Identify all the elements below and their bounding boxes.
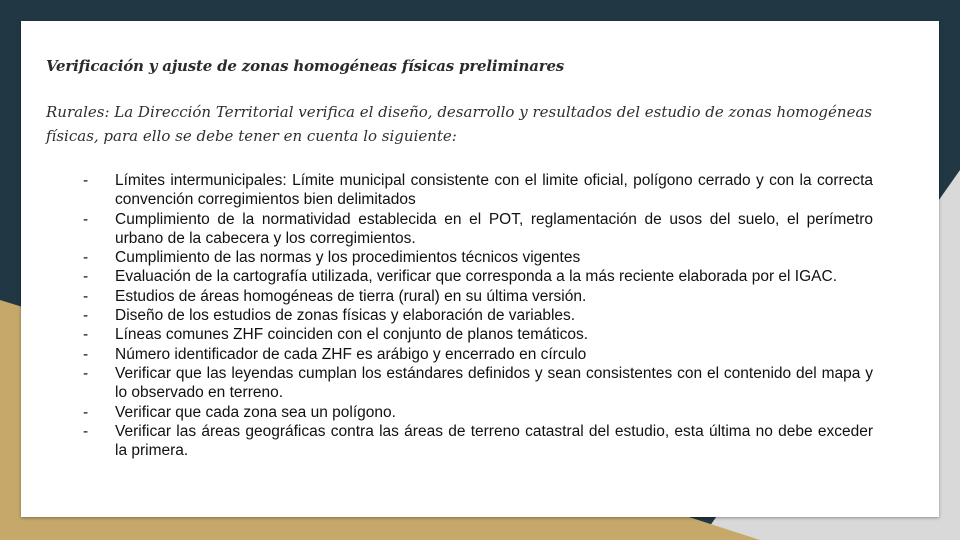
list-item [83, 325, 873, 344]
list-item [83, 364, 873, 403]
list-item-text: Verificar las áreas geográficas contra las áreas de terreno catastral del estudio, esta última no debe exceder la primera. [115, 422, 873, 460]
list-item-text: Estudios de áreas homogéneas de tierra (rural) en su última versión. [115, 287, 587, 305]
list-item [83, 403, 873, 422]
list-item [83, 248, 873, 267]
list-item-text: Diseño de los estudios de zonas físicas y elaboración de variables. [115, 307, 576, 325]
bullet-dash: - [83, 403, 89, 421]
list-item-text: Evaluación de la cartografía utilizada, verificar que corresponda a la más reciente elaborada por el IGAC. [115, 268, 838, 286]
list-item-text: Número identificador de cada ZHF es arábigo y encerrado en círculo [115, 345, 587, 363]
list-item-text: Límites intermunicipales: Límite municipal consistente con el limite oficial, polígono cerrado y con la correcta convención corregimientos bien delimitados [115, 172, 873, 209]
list-item [83, 287, 873, 306]
bullet-dash: - [83, 172, 89, 189]
list-item-text: Verificar que las leyendas cumplan los estándares definidos y sean consistentes con el contenido del mapa y lo observado en terreno. [115, 364, 873, 402]
list-item [83, 422, 873, 461]
bullet-dash: - [83, 210, 89, 228]
bullet-dash: - [83, 345, 89, 363]
list-item [83, 171, 873, 210]
bullet-dash: - [83, 307, 89, 325]
bullet-dash: - [83, 326, 89, 344]
requirements-list [83, 171, 873, 460]
list-item [83, 267, 873, 286]
bullet-dash: - [83, 364, 89, 382]
content-card [21, 21, 939, 517]
bullet-dash: - [83, 287, 89, 305]
list-item-text: Líneas comunes ZHF coinciden con el conjunto de planos temáticos. [115, 326, 589, 344]
list-item [83, 306, 873, 325]
bullet-dash: - [83, 422, 89, 440]
intro-paragraph: Rurales: La Dirección Territorial verifica el diseño, desarrollo y resultados del estudio de zonas homogéneas físicas, para ello se debe tener en cuenta lo siguiente: [46, 103, 873, 145]
slide-heading: Verificación y ajuste de zonas homogéneas físicas preliminares [46, 57, 565, 75]
list-item-text: Cumplimiento de la normatividad establecida en el POT, reglamentación de usos del suelo, el perímetro urbano de la cabecera y los corregimientos. [115, 210, 873, 247]
list-item-text: Cumplimiento de las normas y los procedimientos técnicos vigentes [115, 249, 581, 267]
bullet-dash: - [83, 249, 89, 267]
list-item-text: Verificar que cada zona sea un polígono. [115, 403, 396, 421]
list-item [83, 210, 873, 249]
bullet-dash: - [83, 268, 89, 286]
list-item [83, 345, 873, 364]
